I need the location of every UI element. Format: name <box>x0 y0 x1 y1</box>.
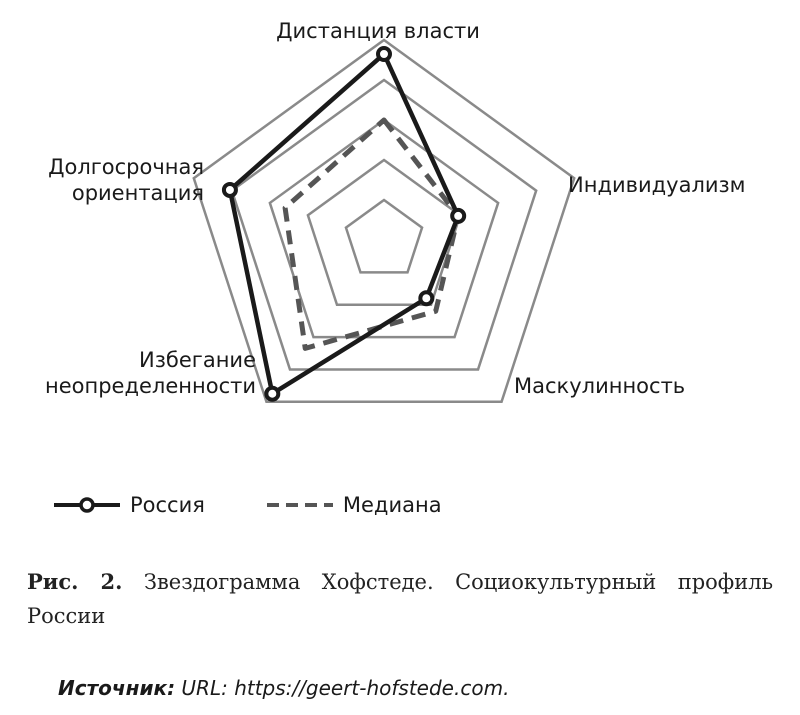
source-text: URL: https://geert-hofstede.com. <box>181 676 510 700</box>
legend-swatch-median <box>265 495 335 515</box>
marker-russia-3 <box>266 388 278 400</box>
series-line-russia <box>230 54 458 394</box>
axis-label-4: Долгосрочная ориентация <box>48 155 204 205</box>
radar-series-layer <box>224 48 464 400</box>
marker-russia-4 <box>224 184 236 196</box>
source-label: Источник: <box>58 676 176 700</box>
legend-item-median <box>265 493 442 517</box>
marker-russia-1 <box>452 210 464 222</box>
caption-label: Рис. 2. <box>27 569 123 594</box>
grid-ring-20 <box>346 200 422 272</box>
legend-label-russia: Россия <box>130 493 205 517</box>
legend-swatch-russia <box>52 495 122 515</box>
marker-russia-2 <box>420 292 432 304</box>
axis-label-1: Индивидуализм <box>568 173 746 197</box>
source-line <box>58 676 509 700</box>
legend <box>52 488 502 522</box>
figure-caption <box>27 565 773 633</box>
marker-russia-0 <box>378 48 390 60</box>
axis-label-0: Дистанция власти <box>276 19 480 43</box>
grid-ring-40 <box>308 160 460 305</box>
legend-item-russia <box>52 493 205 517</box>
caption-text: Звездограмма Хофстеде. Социокультурный профиль России <box>27 570 773 628</box>
axis-label-3: Избегание неопределенности <box>45 348 256 398</box>
legend-label-median: Медиана <box>342 493 442 517</box>
axis-label-2: Маскулинность <box>514 374 686 398</box>
